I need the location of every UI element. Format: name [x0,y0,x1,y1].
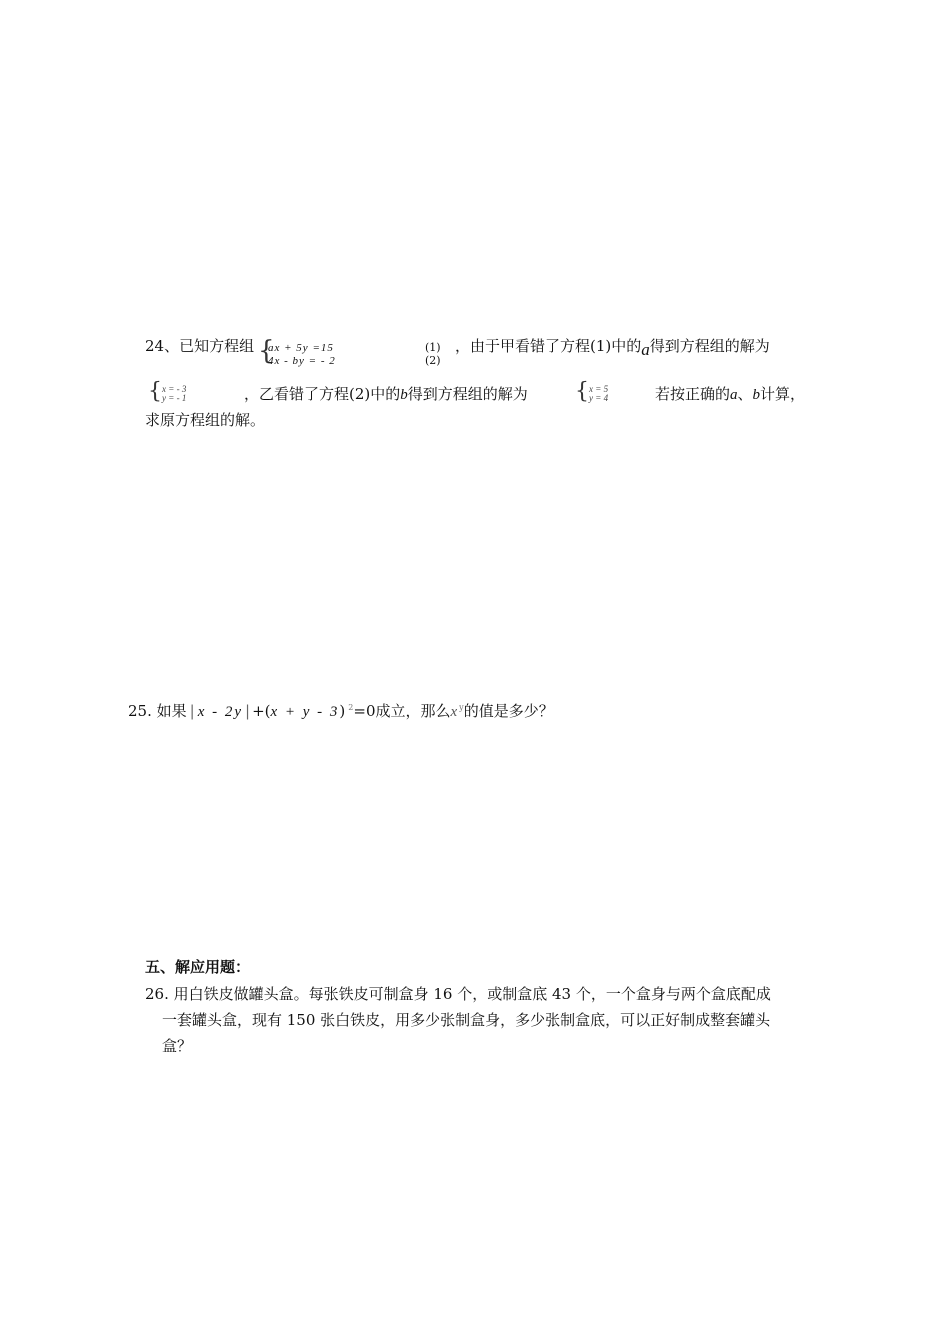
q24-solution1 [148,381,243,405]
q24-intro: 已知方程组 [179,337,255,355]
solution1-y: y = - 1 [162,393,187,403]
q24-var-a: a [641,340,650,359]
q24-line2-end2: 计算， [760,385,806,403]
q24-line2-mid: ，乙看错了方程 [244,385,350,403]
q26-line3: 盒？ [162,1037,193,1055]
q26-line2: 一套罐头盒，现有 150 张白铁皮，用多少张制盒身，多少张制盒底，可以正好制成整套罐头 [162,1011,771,1029]
q24-line2-end1: 若按正确的 [655,385,731,403]
q25-exponent-2: 2 [348,703,354,712]
system-eq1-tag: (1) [425,341,441,354]
solution1-brace-icon: { [148,379,162,404]
system-eq1: ax + 5y =15 [268,342,334,354]
q25-number: 25. 如果 [128,702,187,720]
q24-line2-mid2: 得到方程组的解为 [407,385,528,403]
q25-base-x: x [450,704,458,720]
q25-end: 的值是多少？ [463,702,554,720]
q24-line1-end: 得到方程组的解为 [649,337,770,355]
q24-line2-middle [244,383,528,404]
q24-mid2: 中的 [370,385,401,403]
q24-eq-ref-1: (1) [590,337,612,355]
solution1-x: x = - 3 [162,384,187,394]
q24-line1-rest [455,335,770,359]
q25-abs-bar-right: | [245,702,251,720]
system-eq2: 4x - by = - 2 [268,355,336,367]
section-heading: 五、解应用题： [145,958,251,976]
q25-expr1: x - 2y [197,704,243,720]
q25-exponent-y: y [459,703,464,712]
q24-separator: 、 [737,385,753,403]
q25-close-paren: ) [339,702,346,720]
q24-solution2 [575,381,655,405]
system-brace-icon: { [258,336,275,366]
q24-var-b: b [400,387,408,403]
q25-line [128,700,554,721]
q25-plus-open: +( [252,702,271,720]
q24-var-a2: a [730,387,738,403]
system-eq2-tag: (2) [425,354,441,367]
q24-number: 24、 [145,337,180,355]
q25-rest: =0成立，那么 [353,702,451,720]
q24-mid1: 中的 [611,337,642,355]
q25-expr2: x + y - 3 [270,704,340,720]
q24-eq-ref-2: (2) [349,385,371,403]
solution2-brace-icon: { [575,379,589,404]
q25-abs-bar-left: | [189,702,195,720]
solution2-x: x = 5 [589,384,609,394]
q24-line2-end [655,383,805,404]
q24-line1 [145,335,254,365]
q24-var-b2: b [752,387,761,403]
q24-after-system: ，由于甲看错了方程 [455,337,591,355]
q26-line1: 26. 用白铁皮做罐头盒。每张铁皮可制盒身 16 个，或制盒底 43 个，一个盒身与两个盒底配成 [145,985,771,1003]
q24-line3: 求原方程组的解。 [145,411,266,429]
q24-equation-system [258,338,458,370]
solution2-y: y = 4 [589,393,609,403]
